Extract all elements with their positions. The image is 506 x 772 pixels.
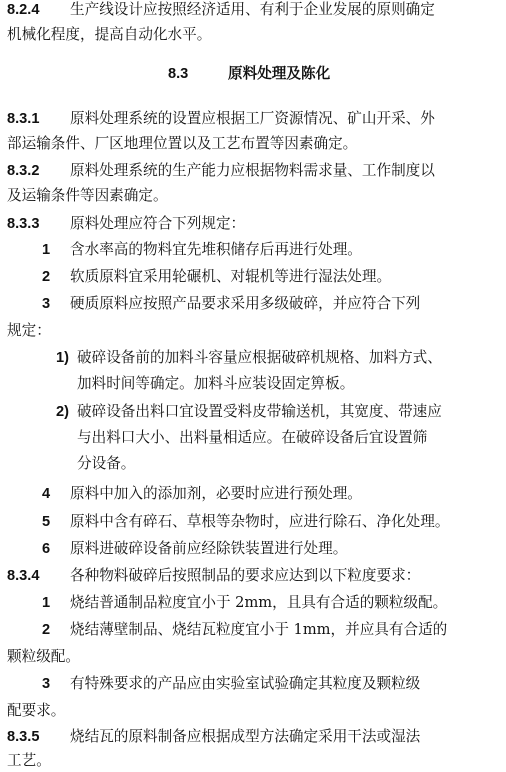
clause-8-3-4-item-3-line-1: 有特殊要求的产品应由实验室试验确定其粒度及颗粒级: [70, 675, 421, 692]
list-item-number: 3: [42, 676, 51, 692]
clause-number-8-3-3: 8.3.3: [7, 216, 40, 232]
clause-8-2-4-line-1: 生产线设计应按照经济适用、有利于企业发展的原则确定: [70, 1, 435, 18]
clause-number-8-3-5: 8.3.5: [7, 729, 40, 745]
clause-8-3-5-line-1: 烧结瓦的原料制备应根据成型方法确定采用干法或湿法: [70, 728, 421, 745]
clause-8-3-4-item-1: 烧结普通制品粒度宜小于 2mm，且具有合适的颗粒级配。: [70, 594, 448, 611]
list-item-number: 6: [42, 541, 51, 557]
clause-8-3-3-item-3-line-1: 硬质原料应按照产品要求采用多级破碎，并应符合下列: [70, 295, 421, 312]
sub-item-number: 1): [56, 350, 69, 366]
clause-8-3-5-line-2: 工艺。: [7, 752, 51, 769]
clause-8-3-2-line-1: 原料处理系统的生产能力应根据物料需求量、工作制度以: [70, 162, 435, 179]
sub-item-2-line-2: 与出料口大小、出料量相适应。在破碎设备后宜设置筛: [77, 429, 428, 446]
sub-item-2-line-1: 破碎设备出料口宜设置受料皮带输送机，其宽度、带速应: [77, 403, 442, 420]
clause-8-3-4-intro: 各种物料破碎后按照制品的要求应达到以下粒度要求：: [70, 567, 421, 584]
clause-8-3-3-item-1: 含水率高的物料宜先堆积储存后再进行处理。: [70, 241, 362, 258]
list-item-number: 2: [42, 269, 51, 285]
clause-8-3-1-line-2: 部运输条件、厂区地理位置以及工艺布置等因素确定。: [7, 135, 358, 152]
clause-8-2-4-line-2: 机械化程度，提高自动化水平。: [7, 26, 212, 43]
clause-8-3-3-intro: 原料处理应符合下列规定：: [70, 215, 246, 232]
clause-8-3-3-item-3-line-2: 规定：: [7, 322, 51, 339]
sub-item-2-line-3: 分设备。: [77, 455, 136, 472]
sub-item-1-line-2: 加料时间等确定。加料斗应装设固定箅板。: [77, 375, 355, 392]
list-item-number: 2: [42, 622, 51, 638]
clause-number-8-3-4: 8.3.4: [7, 568, 40, 584]
clause-8-3-1-line-1: 原料处理系统的设置应根据工厂资源情况、矿山开采、外: [70, 110, 435, 127]
sub-item-number: 2): [56, 404, 69, 420]
section-heading-number: 8.3: [168, 66, 189, 82]
list-item-number: 1: [42, 242, 51, 258]
list-item-number: 4: [42, 486, 51, 502]
clause-8-3-3-item-2: 软质原料宜采用轮碾机、对辊机等进行湿法处理。: [70, 268, 392, 285]
list-item-number: 5: [42, 514, 51, 530]
list-item-number: 1: [42, 595, 51, 611]
clause-8-3-4-item-2-line-1: 烧结薄壁制品、烧结瓦粒度宜小于 1mm，并应具有合适的: [70, 621, 448, 638]
clause-number-8-2-4: 8.2.4: [7, 2, 40, 18]
clause-8-3-4-item-2-line-2: 颗粒级配。: [7, 648, 80, 665]
list-item-number: 3: [42, 296, 51, 312]
clause-number-8-3-1: 8.3.1: [7, 111, 40, 127]
clause-8-3-4-item-3-line-2: 配要求。: [7, 702, 66, 719]
clause-8-3-3-item-6: 原料进破碎设备前应经除铁装置进行处理。: [70, 540, 348, 557]
section-heading-title: 原料处理及陈化: [228, 65, 331, 82]
sub-item-1-line-1: 破碎设备前的加料斗容量应根据破碎机规格、加料方式、: [77, 349, 442, 366]
clause-8-3-3-item-5: 原料中含有碎石、草根等杂物时，应进行除石、净化处理。: [70, 513, 450, 530]
clause-8-3-2-line-2: 及运输条件等因素确定。: [7, 187, 168, 204]
clause-8-3-3-item-4: 原料中加入的添加剂，必要时应进行预处理。: [70, 485, 362, 502]
clause-number-8-3-2: 8.3.2: [7, 163, 40, 179]
